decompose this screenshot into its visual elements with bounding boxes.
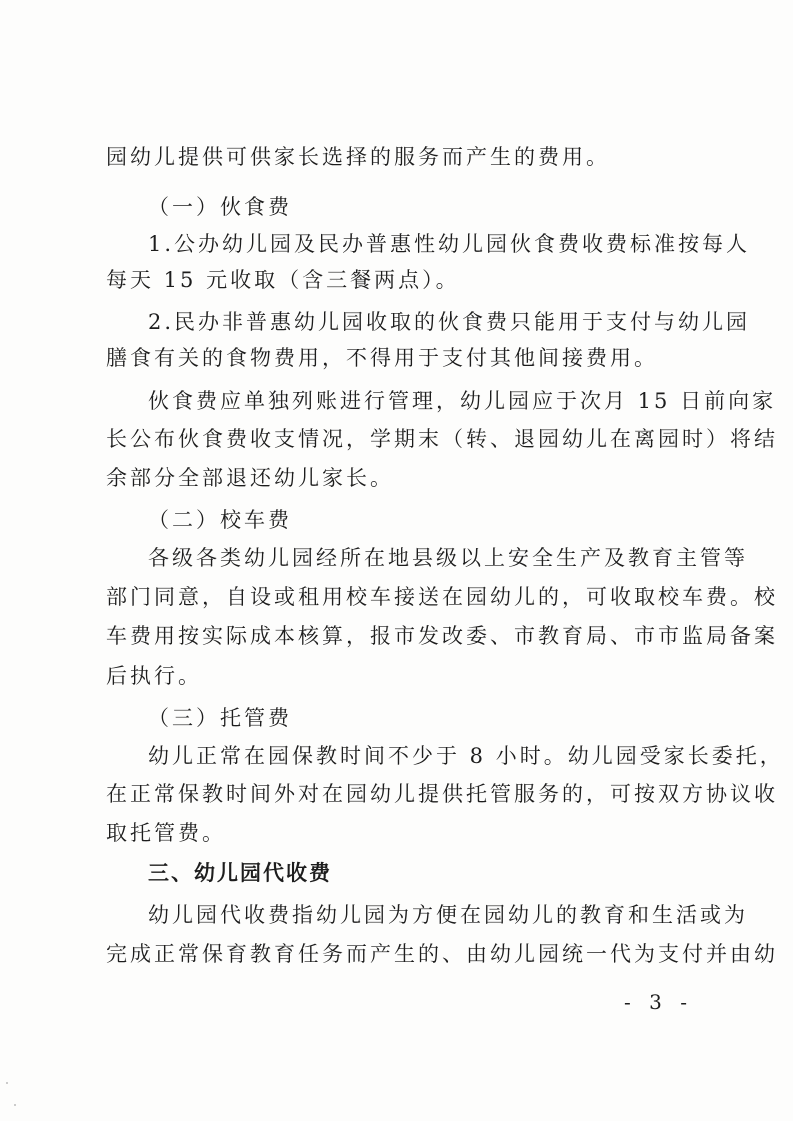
scan-speck — [14, 1104, 16, 1106]
page-number: - 3 - — [624, 990, 693, 1014]
paragraph-line: 取托管费。 — [106, 821, 226, 845]
paragraph-line: 伙食费应单独列账进行管理，幼儿园应于次月 15 日前向家 — [148, 389, 777, 413]
section-heading: 三、幼儿园代收费 — [148, 861, 332, 885]
paragraph-line: 长公布伙食费收支情况，学期末（转、退园幼儿在离园时）将结 — [106, 427, 778, 451]
subheading-food-fee: （一）伙食费 — [148, 195, 292, 219]
paragraph-line: 幼儿园代收费指幼儿园为方便在园幼儿的教育和生活或为 — [148, 903, 748, 927]
paragraph-line: 幼儿正常在园保教时间不少于 8 小时。幼儿园受家长委托， — [148, 744, 784, 768]
paragraph-line: 膳食有关的食物费用，不得用于支付其他间接费用。 — [106, 346, 658, 370]
paragraph-line: 完成正常保育教育任务而产生的、由幼儿园统一代为支付并由幼 — [106, 942, 778, 966]
subheading-bus-fee: （二）校车费 — [148, 508, 292, 532]
paragraph-line: 余部分全部退还幼儿家长。 — [106, 466, 394, 490]
paragraph-line: 2.民办非普惠幼儿园收取的伙食费只能用于支付与幼儿园 — [148, 310, 751, 334]
paragraph-line: 部门同意，自设或租用校车接送在园幼儿的，可收取校车费。校 — [106, 585, 778, 609]
paragraph-line: 后执行。 — [106, 664, 202, 688]
paragraph-line: 每天 15 元收取（含三餐两点）。 — [106, 268, 460, 292]
scan-speck — [6, 1082, 8, 1084]
paragraph-line: 在正常保教时间外对在园幼儿提供托管服务的，可按双方协议收 — [106, 782, 778, 806]
paragraph-line: 车费用按实际成本核算，报市发改委、市教育局、市市监局备案 — [106, 624, 778, 648]
paragraph-line: 各级各类幼儿园经所在地县级以上安全生产及教育主管等 — [148, 546, 748, 570]
paragraph-line: 1.公办幼儿园及民办普惠性幼儿园伙食费收费标准按每人 — [148, 232, 751, 256]
paragraph-line: 园幼儿提供可供家长选择的服务而产生的费用。 — [106, 145, 610, 169]
subheading-care-fee: （三）托管费 — [148, 706, 292, 730]
